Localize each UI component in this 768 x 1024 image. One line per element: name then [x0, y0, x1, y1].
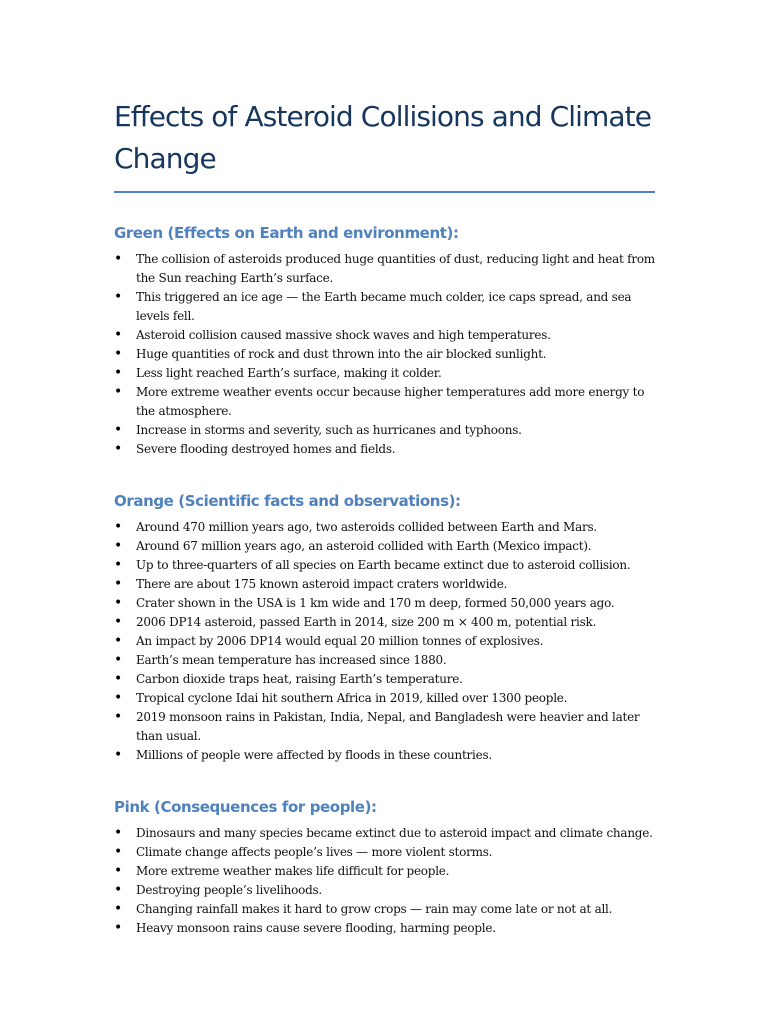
list-item [114, 746, 659, 765]
document-title: Effects of Asteroid Collisions and Climate Change [114, 100, 652, 175]
list-item [114, 594, 659, 613]
list-item [114, 250, 659, 288]
list-item-text: 2019 monsoon rains in Pakistan, India, Nepal, and Bangladesh were heavier and later than usual. [136, 710, 640, 743]
bullet-list-orange [114, 518, 659, 765]
bullet-icon: • [114, 901, 123, 917]
list-item-text: More extreme weather makes life difficult for people. [136, 864, 450, 878]
bullet-icon: • [114, 920, 123, 936]
list-item-text: 2006 DP14 asteroid, passed Earth in 2014, size 200 m × 400 m, potential risk. [136, 615, 597, 629]
bullet-icon: • [114, 557, 123, 573]
list-item-text: Asteroid collision caused massive shock waves and high temperatures. [136, 328, 551, 342]
list-item-text: Dinosaurs and many species became extinct due to asteroid impact and climate change. [136, 826, 653, 840]
list-item [114, 575, 659, 594]
list-item-text: The collision of asteroids produced huge quantities of dust, reducing light and heat from the Sun reaching Earth’s surface. [136, 252, 655, 285]
bullet-icon: • [114, 882, 123, 898]
list-item [114, 843, 659, 862]
section-heading-orange: Orange (Scientific facts and observations): [114, 492, 461, 510]
list-item-text: Millions of people were affected by floods in these countries. [136, 748, 492, 762]
bullet-list-green [114, 250, 659, 459]
bullet-icon: • [114, 346, 123, 362]
list-item [114, 862, 659, 881]
list-item-text: More extreme weather events occur because higher temperatures add more energy to the atmosphere. [136, 385, 645, 418]
bullet-icon: • [114, 422, 123, 438]
bullet-icon: • [114, 652, 123, 668]
list-item [114, 881, 659, 900]
list-item-text: An impact by 2006 DP14 would equal 20 million tonnes of explosives. [136, 634, 544, 648]
list-item-text: Less light reached Earth’s surface, making it colder. [136, 366, 442, 380]
bullet-icon: • [114, 614, 123, 630]
bullet-icon: • [114, 595, 123, 611]
list-item-text: Destroying people’s livelihoods. [136, 883, 322, 897]
list-item-text: Up to three-quarters of all species on Earth became extinct due to asteroid collision. [136, 558, 631, 572]
list-item [114, 651, 659, 670]
list-item-text: Huge quantities of rock and dust thrown into the air blocked sunlight. [136, 347, 547, 361]
list-item [114, 900, 659, 919]
bullet-icon: • [114, 365, 123, 381]
bullet-icon: • [114, 863, 123, 879]
list-item [114, 556, 659, 575]
list-item-text: This triggered an ice age — the Earth became much colder, ice caps spread, and sea levels fell. [136, 290, 632, 323]
list-item-text: Tropical cyclone Idai hit southern Africa in 2019, killed over 1300 people. [136, 691, 568, 705]
list-item [114, 670, 659, 689]
list-item [114, 326, 659, 345]
section-heading-green: Green (Effects on Earth and environment): [114, 224, 459, 242]
list-item [114, 919, 659, 938]
list-item [114, 383, 659, 421]
list-item-text: Severe flooding destroyed homes and fields. [136, 442, 396, 456]
list-item [114, 708, 659, 746]
bullet-icon: • [114, 519, 123, 535]
bullet-icon: • [114, 709, 123, 725]
list-item [114, 364, 659, 383]
list-item-text: Climate change affects people’s lives — more violent storms. [136, 845, 493, 859]
bullet-icon: • [114, 384, 123, 400]
list-item-text: Increase in storms and severity, such as hurricanes and typhoons. [136, 423, 522, 437]
bullet-icon: • [114, 671, 123, 687]
list-item [114, 537, 659, 556]
section-heading-pink: Pink (Consequences for people): [114, 798, 377, 816]
list-item [114, 288, 659, 326]
bullet-icon: • [114, 327, 123, 343]
list-item [114, 824, 659, 843]
list-item-text: Around 67 million years ago, an asteroid collided with Earth (Mexico impact). [136, 539, 592, 553]
bullet-icon: • [114, 251, 123, 267]
list-item [114, 421, 659, 440]
list-item-text: There are about 175 known asteroid impact craters worldwide. [136, 577, 508, 591]
bullet-icon: • [114, 538, 123, 554]
list-item-text: Around 470 million years ago, two asteroids collided between Earth and Mars. [136, 520, 597, 534]
bullet-icon: • [114, 825, 123, 841]
list-item [114, 613, 659, 632]
bullet-list-pink [114, 824, 659, 938]
list-item [114, 440, 659, 459]
bullet-icon: • [114, 844, 123, 860]
list-item-text: Changing rainfall makes it hard to grow crops — rain may come late or not at all. [136, 902, 613, 916]
list-item [114, 632, 659, 651]
bullet-icon: • [114, 289, 123, 305]
list-item-text: Crater shown in the USA is 1 km wide and 170 m deep, formed 50,000 years ago. [136, 596, 615, 610]
bullet-icon: • [114, 690, 123, 706]
title-underline [114, 191, 655, 193]
list-item-text: Heavy monsoon rains cause severe flooding, harming people. [136, 921, 496, 935]
bullet-icon: • [114, 441, 123, 457]
list-item [114, 345, 659, 364]
list-item [114, 518, 659, 537]
bullet-icon: • [114, 633, 123, 649]
bullet-icon: • [114, 576, 123, 592]
list-item-text: Earth’s mean temperature has increased since 1880. [136, 653, 447, 667]
list-item [114, 689, 659, 708]
bullet-icon: • [114, 747, 123, 763]
list-item-text: Carbon dioxide traps heat, raising Earth’s temperature. [136, 672, 463, 686]
